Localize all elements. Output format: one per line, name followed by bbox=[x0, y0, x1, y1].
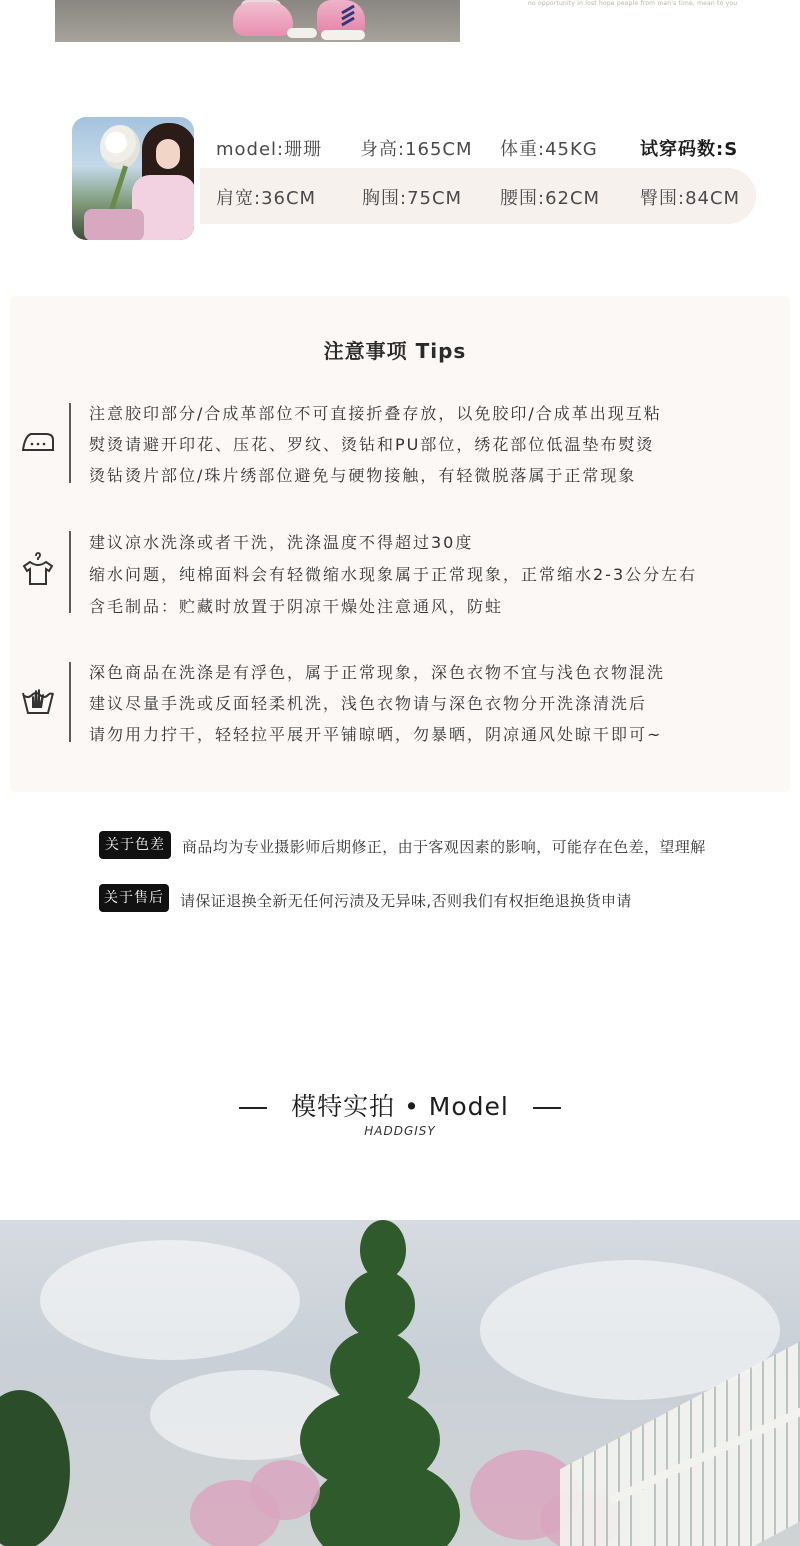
model-name: model:珊珊 bbox=[216, 139, 323, 160]
model-height: 身高:165CM bbox=[360, 139, 473, 160]
model-weight: 体重:45KG bbox=[500, 139, 598, 160]
top-product-photo bbox=[55, 0, 460, 42]
tip-line: 建议凉水洗涤或者干洗，洗涤温度不得超过30度 bbox=[89, 533, 474, 552]
tips-title: 注意事项 Tips bbox=[323, 339, 467, 363]
model-section-title bbox=[0, 1087, 800, 1123]
tip-line: 烫钻烫片部位/珠片绣部位避免与硬物接触，有轻微脱落属于正常现象 bbox=[89, 466, 637, 485]
tip-line: 含毛制品：贮藏时放置于阴凉干燥处注意通风，防蛀 bbox=[89, 597, 504, 616]
left-dash bbox=[239, 1107, 267, 1109]
model-chest: 胸围:75CM bbox=[362, 188, 463, 209]
hanging-shirt-icon bbox=[20, 551, 56, 587]
right-dash bbox=[533, 1107, 561, 1109]
model-waist: 腰围:62CM bbox=[500, 188, 601, 209]
tip-line: 缩水问题，纯棉面料会有轻微缩水现象属于正常现象，正常缩水2-3公分左右 bbox=[89, 565, 698, 584]
tip-divider bbox=[69, 662, 71, 742]
after-sales-badge: 关于售后 bbox=[99, 884, 169, 912]
hand-wash-icon bbox=[20, 681, 56, 717]
tip-line: 建议尽量手洗或反面轻柔机洗，浅色衣物请与深色衣物分开洗涤清洗后 bbox=[89, 694, 648, 713]
model-hip: 臀围:84CM bbox=[640, 188, 741, 209]
color-difference-note: 商品均为专业摄影师后期修正，由于客观因素的影响，可能存在色差，望理解 bbox=[182, 838, 706, 856]
model-photo bbox=[0, 1220, 800, 1546]
tip-divider bbox=[69, 403, 71, 483]
tip-line: 熨烫请避开印花、压花、罗纹、烫钻和PU部位，绣花部位低温垫布熨烫 bbox=[89, 435, 655, 454]
top-photo-caption: no opportunity in lost hope people from man's time, mean to you bbox=[528, 0, 738, 7]
model-shoulder: 肩宽:36CM bbox=[216, 188, 317, 209]
color-difference-badge: 关于色差 bbox=[99, 831, 171, 859]
tip-line: 深色商品在洗涤是有浮色，属于正常现象，深色衣物不宜与浅色衣物混洗 bbox=[89, 663, 666, 682]
tip-line: 请勿用力拧干，轻轻拉平展开平铺晾晒，勿暴晒，阴凉通风处晾干即可~ bbox=[89, 725, 663, 744]
model-section-title-text: 模特实拍 • Model bbox=[291, 1092, 509, 1121]
iron-icon bbox=[20, 423, 56, 459]
brand-subtitle: HADDGISY bbox=[364, 1124, 436, 1138]
tip-line: 注意胶印部分/合成革部位不可直接折叠存放，以免胶印/合成革出现互粘 bbox=[89, 404, 662, 423]
after-sales-note: 请保证退换全新无任何污渍及无异味,否则我们有权拒绝退换货申请 bbox=[180, 892, 632, 910]
tip-divider bbox=[69, 531, 71, 613]
model-avatar bbox=[72, 117, 194, 240]
pink-shoe-left bbox=[233, 2, 293, 36]
trial-size: 试穿码数:S bbox=[640, 139, 739, 160]
